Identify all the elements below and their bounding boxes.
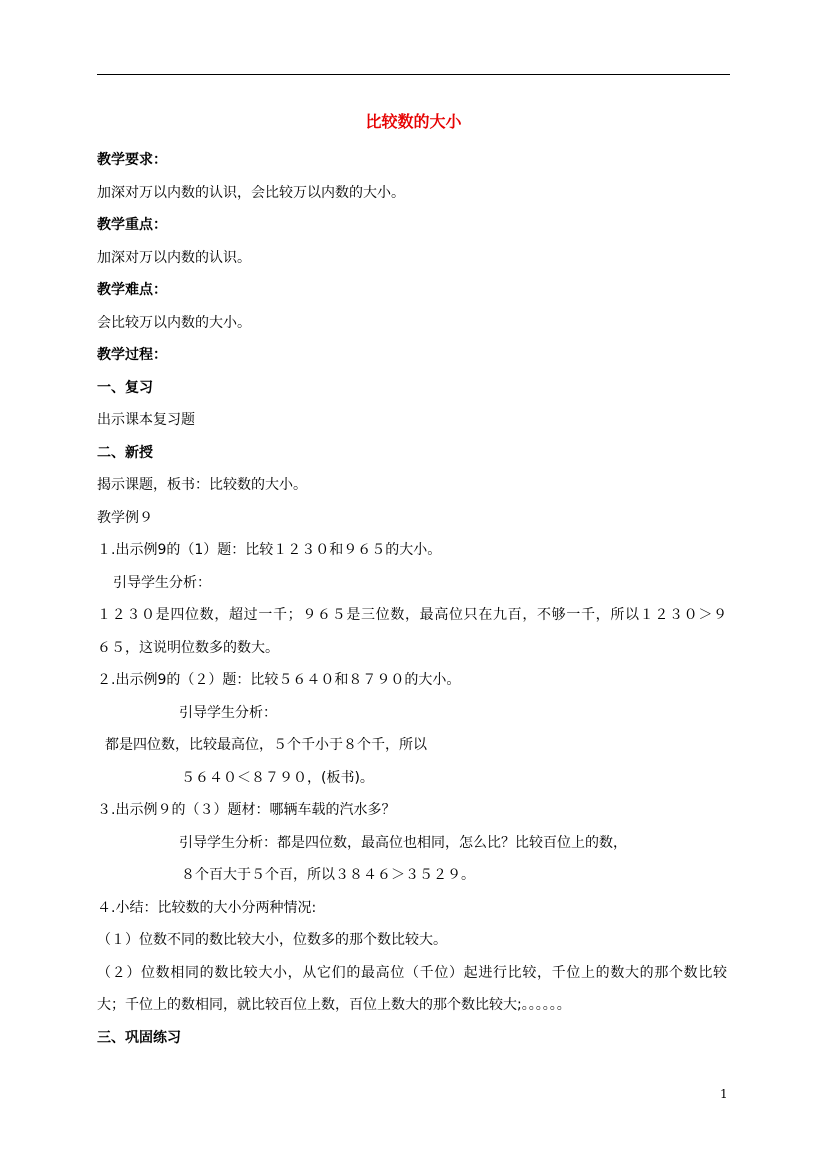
paragraph-line: 引导学生分析： — [179, 705, 277, 721]
paragraph-line: 教学例９ — [97, 510, 153, 526]
paragraph-line: ５６４０＜８７９０，(板书)。 — [181, 770, 374, 786]
paragraph-line: ３.出示例９的（３）题材：哪辆车载的汽水多？ — [97, 802, 396, 818]
section-heading-difficulties: 教学难点： — [97, 282, 167, 298]
paragraph-line: 加深对万以内数的认识。 — [97, 250, 251, 266]
paragraph-line: 引导学生分析： — [113, 575, 211, 591]
paragraph-line: ６５，这说明位数多的数大。 — [97, 640, 279, 656]
section-heading-key-points: 教学重点： — [97, 217, 167, 233]
paragraph-line: 揭示课题，板书：比较数的大小。 — [97, 477, 307, 493]
paragraph-line: 出示课本复习题 — [97, 412, 195, 428]
page-number: 1 — [720, 1087, 728, 1101]
header-rule — [97, 74, 730, 75]
section-heading-process: 教学过程： — [97, 347, 167, 363]
document-title: 比较数的大小 — [365, 112, 462, 131]
section-heading-requirements: 教学要求： — [97, 152, 167, 168]
paragraph-line: ４.小结：比较数的大小分两种情况: — [97, 900, 317, 916]
paragraph-line: （１）位数不同的数比较大小，位数多的那个数比较大。 — [97, 932, 447, 948]
section-heading-practice: 三、巩固练习 — [97, 1030, 181, 1046]
section-heading-review: 一、复习 — [97, 380, 153, 396]
paragraph-line: ２.出示例9的（２）题：比较５６４０和８７９０的大小。 — [97, 672, 461, 688]
paragraph-line: 都是四位数，比较最高位，５个千小于８个千，所以 — [105, 737, 427, 753]
paragraph-line: 引导学生分析：都是四位数，最高位也相同，怎么比？比较百位上的数， — [179, 835, 627, 851]
paragraph-line: 会比较万以内数的大小。 — [97, 315, 251, 331]
paragraph-line: １２３０是四位数，超过一千；９６５是三位数，最高位只在九百，不够一千，所以１２３０＞９ — [97, 607, 727, 623]
paragraph-line: 大；千位上的数相同，就比较百位上数，百位上数大的那个数比较大;。。。。。。 — [97, 997, 571, 1013]
paragraph-line: ８个百大于５个百，所以３８４６＞３５２９。 — [181, 867, 475, 883]
paragraph-line: 加深对万以内数的认识，会比较万以内数的大小。 — [97, 185, 405, 201]
paragraph-line: （２）位数相同的数比较大小，从它们的最高位（千位）起进行比较，千位上的数大的那个数比较 — [97, 965, 727, 981]
paragraph-line: １.出示例9的（1）题：比较１２３０和９６５的大小。 — [97, 542, 442, 558]
section-heading-new-lesson: 二、新授 — [97, 445, 153, 461]
